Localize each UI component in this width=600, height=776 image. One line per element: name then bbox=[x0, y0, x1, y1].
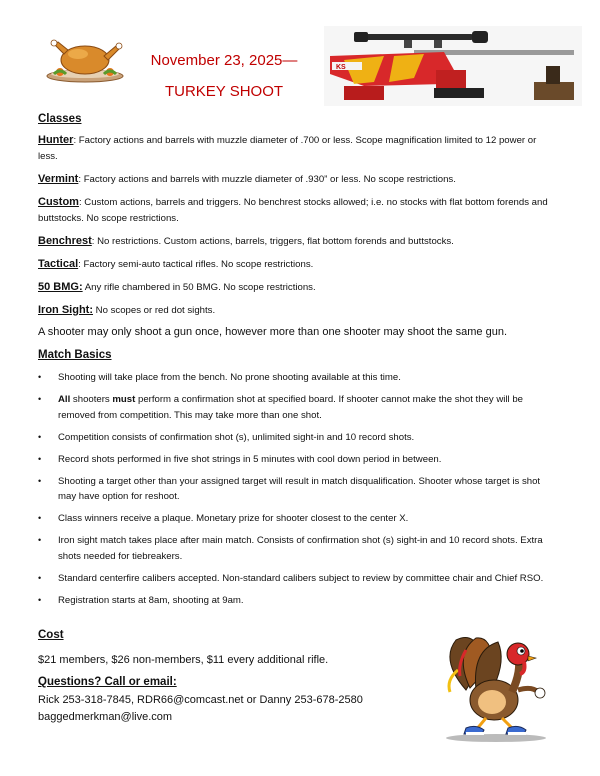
match-basics-heading: Match Basics bbox=[38, 349, 112, 361]
class-description: : Custom actions, barrels and triggers. No benchrest stocks allowed; i.e. no stocks with flat bottom forends and buttstocks. No scope restrictions. bbox=[38, 197, 548, 224]
class-vermint bbox=[38, 172, 558, 188]
bullet-icon: • bbox=[38, 394, 42, 404]
class-hunter bbox=[38, 133, 558, 164]
rifle-logo-text: KS bbox=[336, 64, 346, 71]
class-name: Iron Sight: bbox=[38, 304, 93, 316]
list-item bbox=[38, 452, 558, 468]
class-benchrest bbox=[38, 234, 558, 250]
cost-text: $21 members, $26 non-members, $11 every additional rifle. bbox=[38, 654, 329, 666]
bullet-icon: • bbox=[38, 594, 42, 605]
class-name: Tactical bbox=[38, 258, 79, 270]
list-item bbox=[38, 430, 558, 446]
class-name: 50 BMG: bbox=[38, 281, 83, 293]
list-item-text: Shooting will take place from the bench. No prone shooting available at this time. bbox=[58, 372, 401, 383]
contact-heading: Questions? Call or email: bbox=[38, 676, 177, 688]
list-item bbox=[38, 474, 558, 505]
list-item bbox=[38, 571, 558, 587]
list-item-emphasis: must bbox=[112, 394, 136, 405]
class-description: : Factory semi-auto tactical rifles. No scope restrictions. bbox=[78, 259, 314, 270]
class-description: : Factory actions and barrels with muzzle diameter of .700 or less. Scope magnification limited to 12 power or less. bbox=[38, 135, 537, 162]
list-item-text: shooters bbox=[70, 394, 113, 405]
class-tactical bbox=[38, 257, 558, 273]
class-name: Custom bbox=[38, 196, 79, 208]
class-name: Benchrest bbox=[38, 235, 92, 247]
class-iron-sight bbox=[38, 303, 558, 319]
event-date: November 23, 2025— bbox=[150, 52, 298, 69]
list-item bbox=[38, 593, 558, 609]
class-description: No scopes or red dot sights. bbox=[93, 305, 216, 316]
bullet-icon: • bbox=[38, 535, 42, 545]
list-item bbox=[38, 533, 558, 564]
benchrest-rifle-image bbox=[324, 26, 582, 106]
class-custom bbox=[38, 195, 558, 226]
list-item-text: Record shots performed in five shot strings in 5 minutes with cool down period in between. bbox=[58, 453, 442, 465]
match-basics-list bbox=[38, 370, 558, 615]
bullet-icon: • bbox=[38, 453, 42, 464]
list-item-text: perform a confirmation shot at specified board. If shooter cannot make the shot they will be removed from competition. This may take more than one shot. bbox=[58, 394, 524, 421]
contact-line-phone-email: Rick 253-318-7845, RDR66@comcast.net or Danny 253-678-2580 bbox=[38, 694, 363, 706]
list-item bbox=[38, 511, 558, 527]
class-description: : Factory actions and barrels with muzzle diameter of .930” or less. No scope restrictions. bbox=[78, 174, 456, 185]
list-item-text: Shooting a target other than your assigned target will result in match disqualification. Shooter whose target is shot may have option for reshoot. bbox=[58, 475, 541, 502]
class-50bmg bbox=[38, 280, 558, 296]
list-item-text: Competition consists of confirmation shot (s), unlimited sight-in and 10 record shots. bbox=[58, 431, 415, 443]
roast-turkey-icon bbox=[44, 36, 126, 84]
classes-heading: Classes bbox=[38, 113, 82, 125]
class-description: : No restrictions. Custom actions, barrels, triggers, flat bottom forends and buttstocks. bbox=[91, 236, 454, 247]
list-item-text: Class winners receive a plaque. Monetary prize for shooter closest to the center X. bbox=[58, 513, 409, 524]
bullet-icon: • bbox=[38, 572, 42, 583]
bullet-icon: • bbox=[38, 431, 42, 442]
event-title: TURKEY SHOOT bbox=[164, 83, 284, 100]
cost-heading: Cost bbox=[38, 629, 64, 641]
bullet-icon: • bbox=[38, 372, 42, 382]
class-name: Vermint bbox=[38, 173, 79, 185]
list-item-text: Registration starts at 8am, shooting at 9am. bbox=[58, 594, 244, 606]
list-item bbox=[38, 370, 558, 386]
list-item-emphasis: All bbox=[58, 394, 71, 405]
class-name: Hunter bbox=[38, 134, 74, 146]
running-turkey-icon bbox=[436, 630, 556, 742]
bullet-icon: • bbox=[38, 475, 42, 486]
bullet-icon: • bbox=[38, 513, 42, 523]
contact-line-email: baggedmerkman@live.com bbox=[38, 711, 173, 723]
list-item-text: Iron sight match takes place after main match. Consists of confirmation shot (s) sight-in and 10 record shots. Extra shots needed for tiebreakers. bbox=[58, 535, 543, 562]
shooter-rule-note: A shooter may only shoot a gun once, however more than one shooter may shoot the same gun. bbox=[38, 326, 508, 338]
list-item bbox=[38, 392, 558, 423]
class-description: Any rifle chambered in 50 BMG. No scope restrictions. bbox=[82, 282, 316, 293]
list-item-text: Standard centerfire calibers accepted. Non-standard calibers subject to review by committee chair and Chief RSO. bbox=[58, 572, 544, 584]
